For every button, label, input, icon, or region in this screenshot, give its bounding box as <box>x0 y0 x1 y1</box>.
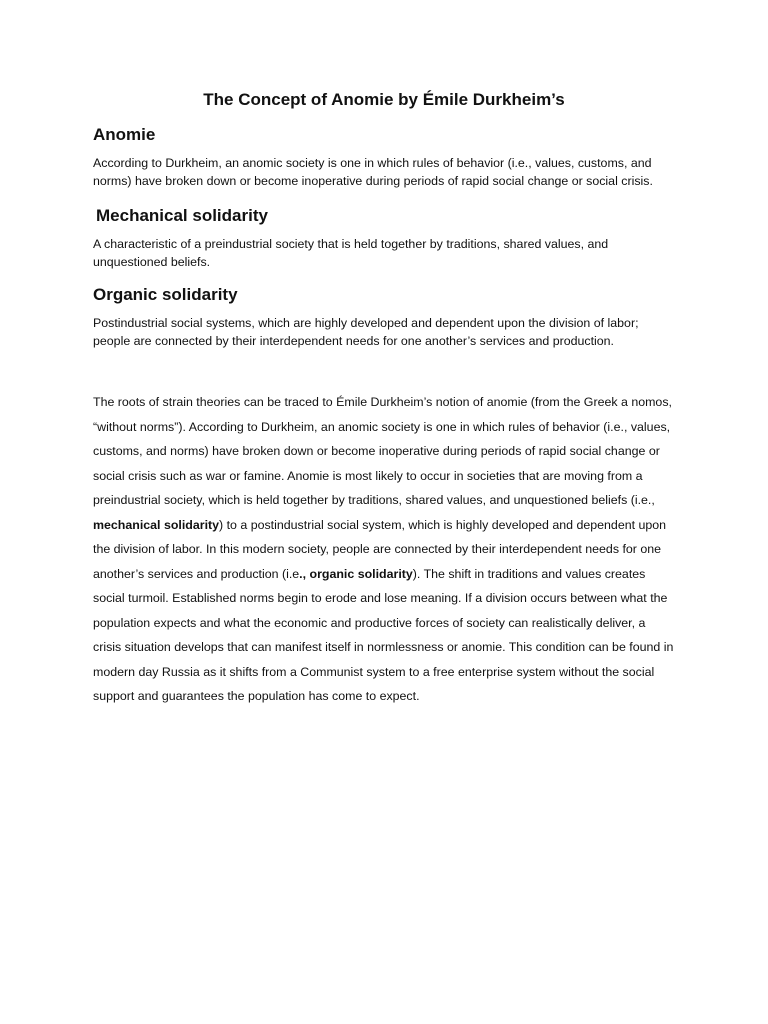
term-mechanical-solidarity: mechanical solidarity <box>93 517 220 532</box>
heading-mechanical-solidarity: Mechanical solidarity <box>96 206 268 225</box>
term-organic-solidarity: ., organic solidarity <box>299 566 413 581</box>
heading-organic-solidarity: Organic solidarity <box>93 285 238 304</box>
body-text-part-1: The roots of strain theories can be traced to Émile Durkheim’s notion of anomie (from the Greek a nomos, “without norms”). According to Durkheim, an anomic society is one in which rules of behavior (i.e., values, customs, and norms) have broken down or become inoperative during periods of rapid social change or social crisis such as war or famine. Anomie is most likely to occur in societies that are moving from a preindustrial society, which is held together by traditions, shared values, and unquestioned beliefs (i.e., <box>93 395 672 507</box>
document-content <box>93 86 675 709</box>
body-text-part-3: ). The shift in traditions and values creates social turmoil. Established norms begin to erode and lose meaning. If a division occurs between what the population expects and what the economic and productive forces of society can realistically deliver, a crisis situation develops that can manifest itself in normlessness or anomie. This condition can be found in modern day Russia as it shifts from a Communist system to a free enterprise system without the social support and guarantees the population has come to expect. <box>93 566 674 703</box>
heading-anomie: Anomie <box>93 125 156 144</box>
definition-anomie: According to Durkheim, an anomic society is one in which rules of behavior (i.e., values, customs, and norms) have broken down or become inoperative during periods of rapid social change or social crisis. <box>93 156 653 188</box>
document-title: The Concept of Anomie by Émile Durkheim’s <box>203 90 565 109</box>
definition-mechanical-solidarity: A characteristic of a preindustrial society that is held together by traditions, shared values, and unquestioned beliefs. <box>93 237 609 269</box>
body-paragraph <box>93 390 675 709</box>
definition-organic-solidarity: Postindustrial social systems, which are highly developed and dependent upon the division of labor; people are connected by their interdependent needs for one another’s services and production. <box>93 316 639 348</box>
body-text-part-2: ) to a postindustrial social system, which is highly developed and dependent upon the division of labor. In this modern society, people are connected by their interdependent needs for one another’s services and production (i.e <box>93 517 667 581</box>
